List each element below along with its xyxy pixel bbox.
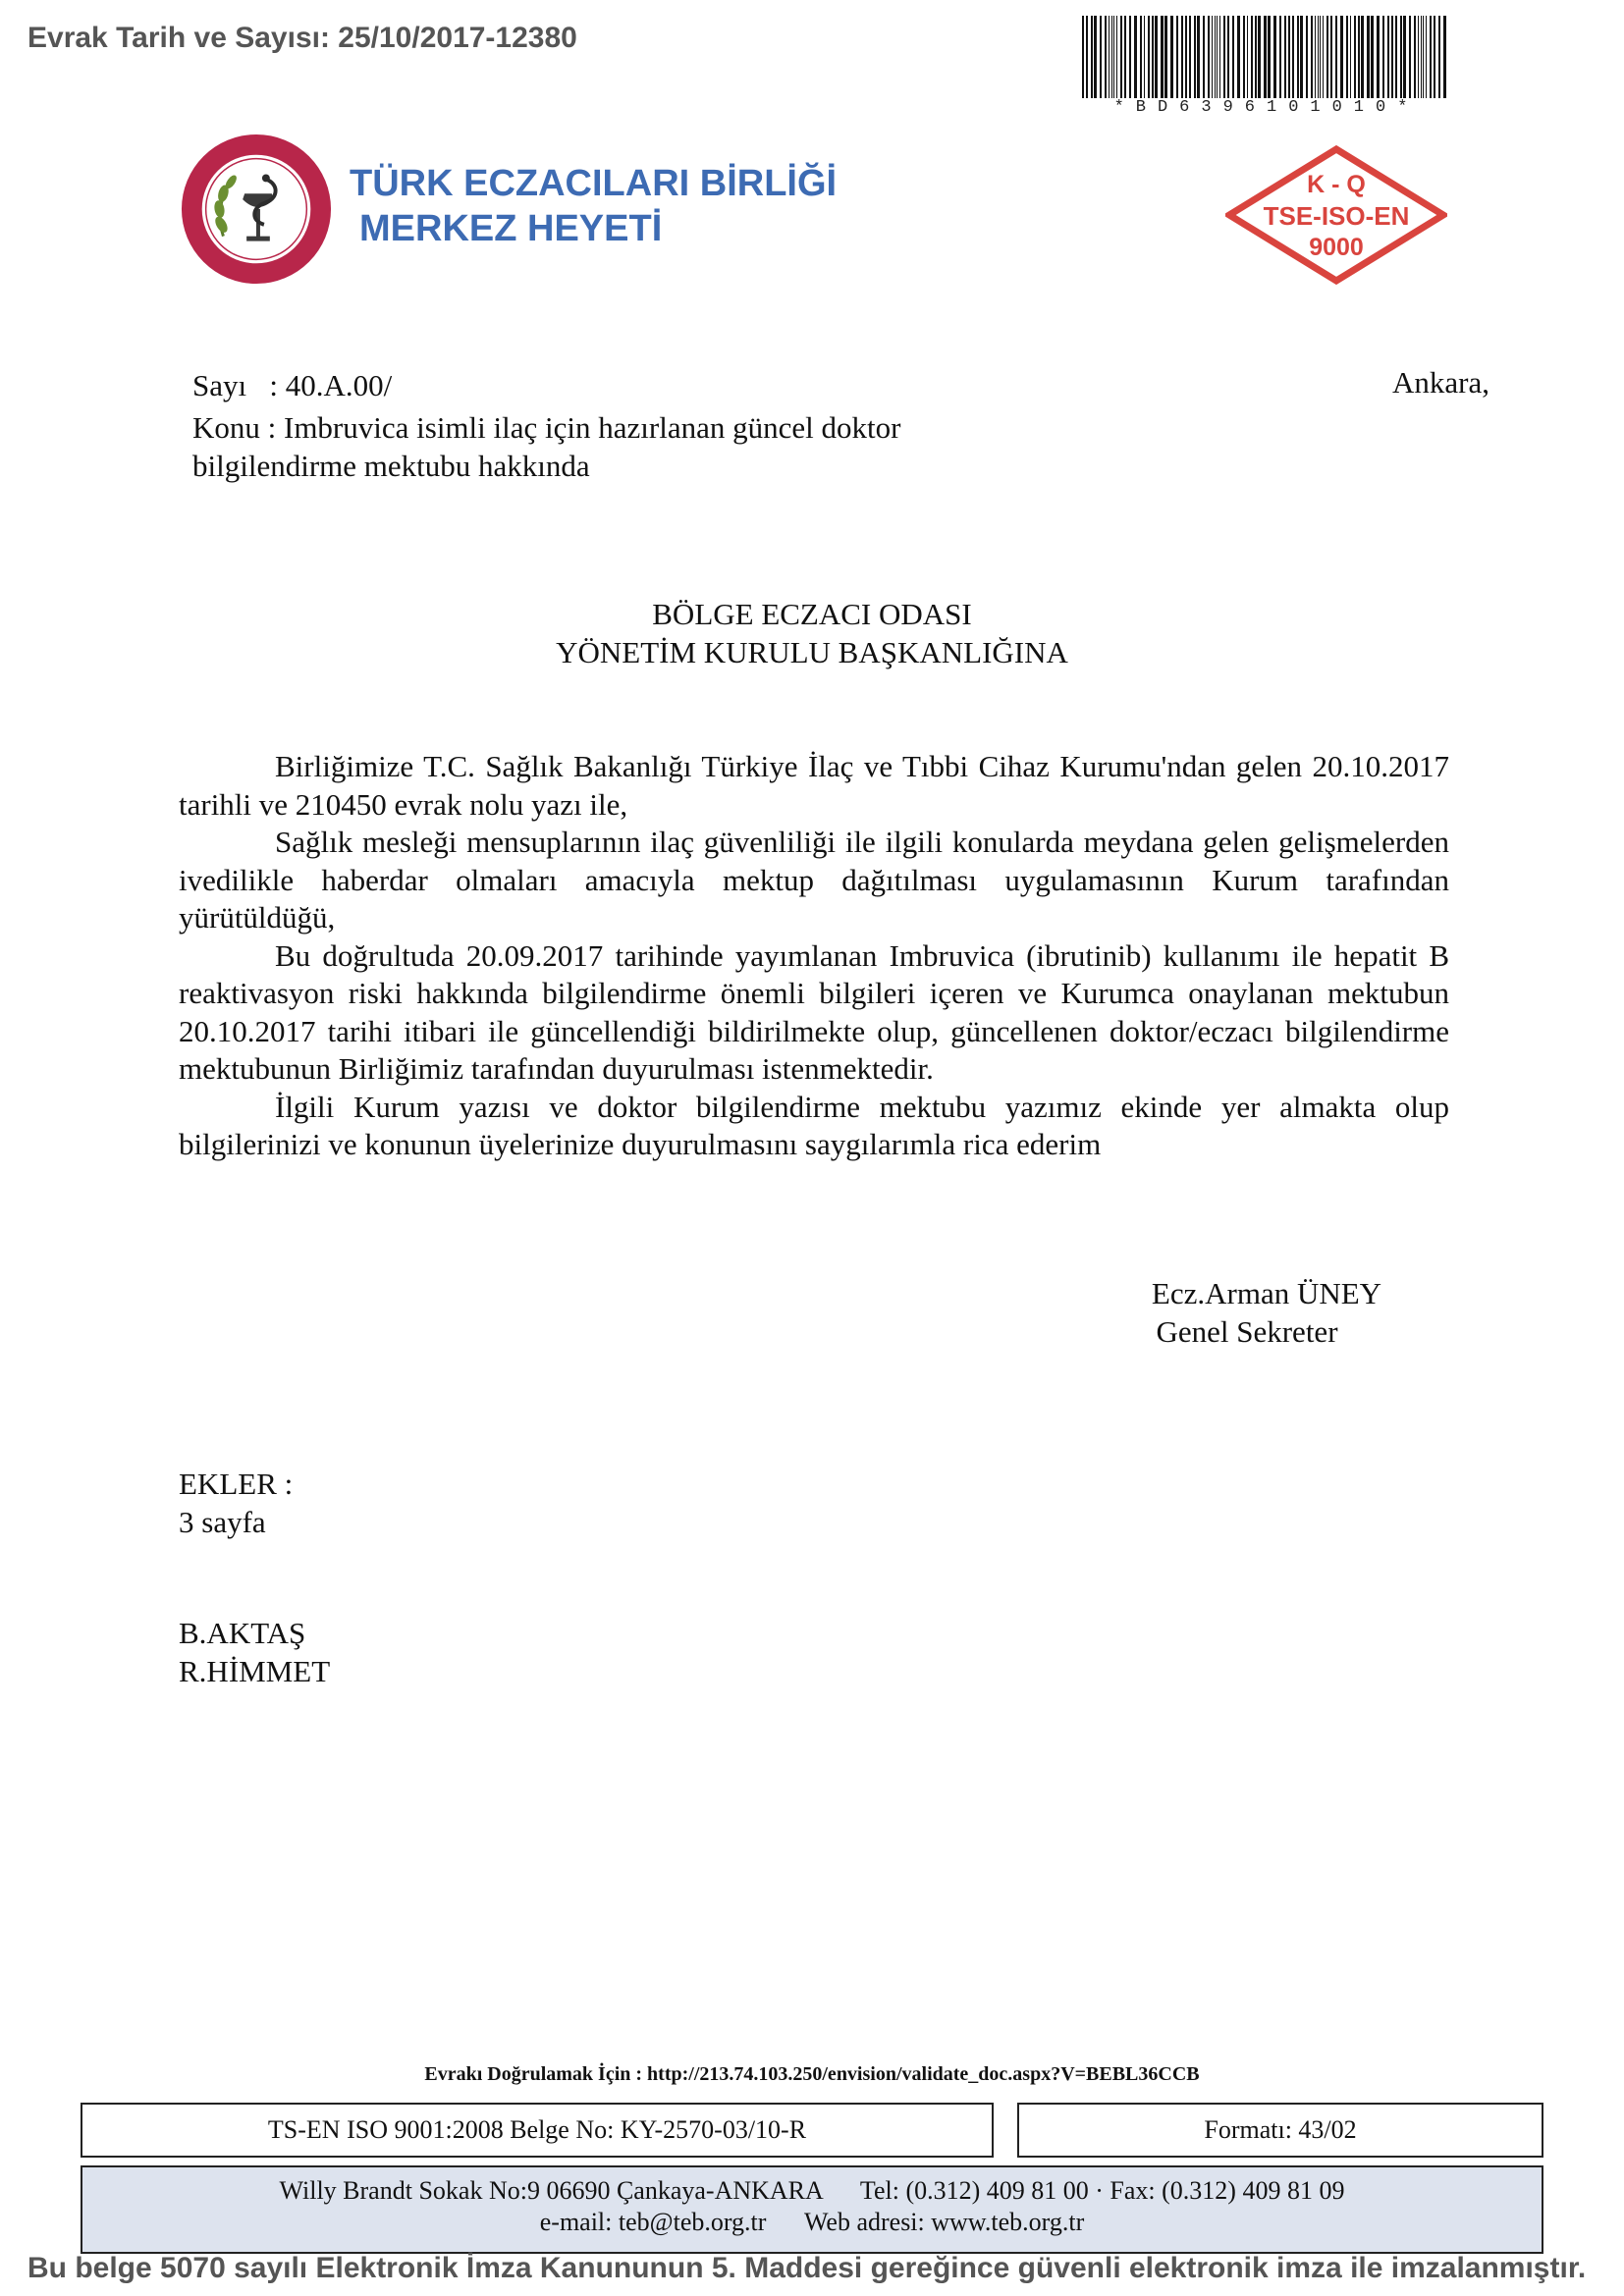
verification-link[interactable]: Evrakı Doğrulamak İçin : http://213.74.103.250/envision/validate_doc.aspx?V=BEBL36CCB: [424, 2063, 1200, 2085]
barcode-bar: [1194, 16, 1196, 98]
reference-number: Sayı : 40.A.00/: [192, 368, 393, 402]
barcode-bar: [1311, 16, 1313, 98]
barcode-bar: [1161, 16, 1164, 98]
barcode-bar: [1170, 16, 1173, 98]
iso-certification-badge: [1225, 145, 1447, 285]
barcode-bar: [1300, 16, 1303, 98]
barcode-bar: [1354, 16, 1356, 98]
barcode-bar: [1264, 16, 1267, 98]
barcode-bar: [1082, 16, 1084, 98]
barcode-bar: [1361, 16, 1364, 98]
barcode-bar: [1164, 16, 1167, 98]
subject-line-continued: bilgilendirme mektubu hakkında: [192, 449, 590, 483]
place: Ankara,: [1392, 365, 1489, 400]
barcode-bar: [1247, 16, 1248, 98]
barcode-bar: [1105, 16, 1107, 98]
barcode-bar: [1438, 16, 1440, 98]
barcode-bar: [1423, 16, 1424, 98]
prepared-by-initials: R.HİMMET: [179, 1654, 331, 1688]
barcode-bar: [1346, 16, 1348, 98]
body-paragraph: Sağlık mesleği mensuplarının ilaç güvenliliği ile ilgili konularda meydana gelen gelişmelerden ivedilikle haberdar olmaları amacıyla mektup dağıtılması uygulamasının Kurum tarafından yürütüldüğü,: [179, 825, 1449, 934]
barcode-bar: [1403, 16, 1406, 98]
barcode-bar: [1217, 16, 1218, 98]
body-paragraph: Bu doğrultuda 20.09.2017 tarihinde yayımlanan Imbruvica (ibrutinib) kullanımı ile hepatit B reaktivasyon riski hakkında bilgilendirme önemli bilgileri içeren ve Kurumca onaylanan mektubun 20.10.2017 tarihi itibari ile güncellendiği bildirilmekte olup, güncellenen doktor/eczacı bilgilendirme mektubunun Birliğimiz tarafından duyurulması istenmektedir.: [179, 937, 1449, 1086]
barcode-bar: [1377, 16, 1380, 98]
barcode-bar: [1421, 16, 1422, 98]
barcode-bar: [1113, 16, 1114, 98]
barcode-bar: [1358, 16, 1360, 98]
barcode-bar: [1189, 16, 1191, 98]
barcode-bar: [1318, 16, 1319, 98]
barcode-bar: [1203, 16, 1205, 98]
org-subname: MERKEZ HEYETİ: [359, 208, 663, 249]
barcode-bar: [1223, 16, 1225, 98]
subject-line: Konu : Imbruvica isimli ilaç için hazırlanan güncel doktor: [192, 410, 901, 445]
iso-badge-line3: 9000: [1309, 234, 1364, 261]
barcode-bar: [1148, 16, 1150, 98]
barcode-bar: [1371, 16, 1374, 98]
barcode-bar: [1181, 16, 1183, 98]
barcode-text: *BD6396101010*: [1113, 98, 1420, 117]
iso-badge-line2: TSE-ISO-EN: [1263, 201, 1410, 231]
body-paragraph: Birliğimize T.C. Sağlık Bakanlığı Türkiye İlaç ve Tıbbi Cihaz Kurumu'ndan gelen 20.10.2017 tarihli ve 210450 evrak nolu yazı ile,: [179, 749, 1449, 822]
barcode-bar: [1391, 16, 1393, 98]
barcode-bar: [1094, 16, 1097, 98]
barcode-image: [1080, 16, 1453, 100]
barcode-bar: [1268, 16, 1271, 98]
barcode-bar: [1387, 16, 1389, 98]
barcode-bar: [1367, 16, 1370, 98]
barcode-bar: [1258, 16, 1261, 98]
barcode-bar: [1215, 16, 1216, 98]
iso-certificate-box: TS-EN ISO 9001:2008 Belge No: KY-2570-03/10-R: [81, 2103, 994, 2158]
e-signature-notice: Bu belge 5070 sayılı Elektronik İmza Kanununun 5. Maddesi gereğince güvenli elektronik imza ile imzalanmıştır.: [27, 2252, 1587, 2284]
barcode-bar: [1306, 16, 1308, 98]
barcode-bar: [1315, 16, 1316, 98]
barcode-bar: [1111, 16, 1112, 98]
barcode-bar: [1155, 16, 1158, 98]
address-line: Willy Brandt Sokak No:9 06690 Çankaya-ANKARA Tel: (0.312) 409 81 00 · Fax: (0.312) 409 81 09: [279, 2176, 1345, 2205]
attachments-label: EKLER :: [179, 1467, 294, 1501]
barcode-bar: [1330, 16, 1332, 98]
barcode-bar: [1382, 16, 1384, 98]
barcode-bar: [1251, 16, 1253, 98]
barcode-bar: [1335, 16, 1337, 98]
recipient-line-2: YÖNETİM KURULU BAŞKANLIĞINA: [556, 635, 1068, 669]
barcode-bar: [1443, 16, 1446, 98]
barcode-bar: [1340, 16, 1343, 98]
barcode-bar: [1176, 16, 1178, 98]
barcode-bar: [1091, 16, 1093, 98]
iso-badge-line1: K - Q: [1307, 171, 1366, 198]
contact-info-box: [81, 2165, 1543, 2254]
barcode-bar: [1426, 16, 1427, 98]
barcode-bar: [1134, 16, 1137, 98]
barcode-bar: [1323, 16, 1324, 98]
barcode-bar: [1279, 16, 1281, 98]
barcode-bar: [1140, 16, 1142, 98]
barcode-bar: [1430, 16, 1432, 98]
barcode-bar: [1197, 16, 1200, 98]
teb-seal-logo: [179, 132, 334, 287]
attachments-value: 3 sayfa: [179, 1505, 266, 1539]
barcode-bar: [1400, 16, 1402, 98]
barcode-bar: [1124, 16, 1126, 98]
barcode-bar: [1350, 16, 1351, 98]
document-date-number: Evrak Tarih ve Sayısı: 25/10/2017-12380: [27, 22, 577, 54]
barcode-bar: [1255, 16, 1257, 98]
barcode-bar: [1418, 16, 1419, 98]
barcode-bar: [1212, 16, 1213, 98]
format-box: Formatı: 43/02: [1017, 2103, 1543, 2158]
barcode-bar: [1227, 16, 1229, 98]
barcode-bar: [1320, 16, 1321, 98]
barcode-bar: [1326, 16, 1328, 98]
barcode-bar: [1232, 16, 1234, 98]
barcode-bar: [1219, 16, 1220, 98]
barcode-bar: [1109, 16, 1110, 98]
barcode-bar: [1144, 16, 1145, 98]
barcode-bar: [1288, 16, 1290, 98]
recipient-line-1: BÖLGE ECZACI ODASI: [652, 597, 972, 631]
barcode-bar: [1086, 16, 1088, 98]
barcode-bar: [1116, 16, 1117, 98]
barcode-bar: [1185, 16, 1187, 98]
barcode-bar: [1434, 16, 1435, 98]
barcode-bar: [1273, 16, 1276, 98]
barcode-bar: [1237, 16, 1240, 98]
barcode-bar: [1395, 16, 1397, 98]
signer-name: Ecz.Arman ÜNEY: [1151, 1276, 1382, 1310]
letter-body: [179, 748, 1449, 1164]
body-paragraph: İlgili Kurum yazısı ve doktor bilgilendirme mektubu yazımız ekinde yer almakta olup bilgilerinizi ve konunun üyelerinize duyurulmasını saygılarımla rica ederim: [179, 1089, 1449, 1161]
signer-title: Genel Sekreter: [1156, 1314, 1338, 1349]
barcode-bar: [1292, 16, 1294, 98]
barcode-bar: [1208, 16, 1210, 98]
barcode-bar: [1100, 16, 1102, 98]
barcode-bar: [1152, 16, 1154, 98]
barcode-bar: [1414, 16, 1416, 98]
barcode-bar: [1409, 16, 1411, 98]
barcode-bar: [1297, 16, 1299, 98]
barcode-bar: [1120, 16, 1122, 98]
org-name: TÜRK ECZACILARI BİRLİĞİ: [350, 163, 838, 204]
prepared-by-initials: B.AKTAŞ: [179, 1616, 306, 1650]
barcode-bar: [1129, 16, 1131, 98]
barcode-bar: [1243, 16, 1245, 98]
email-web-line: e-mail: teb@teb.org.tr Web adresi: www.teb.org.tr: [539, 2208, 1085, 2236]
barcode-bar: [1284, 16, 1286, 98]
